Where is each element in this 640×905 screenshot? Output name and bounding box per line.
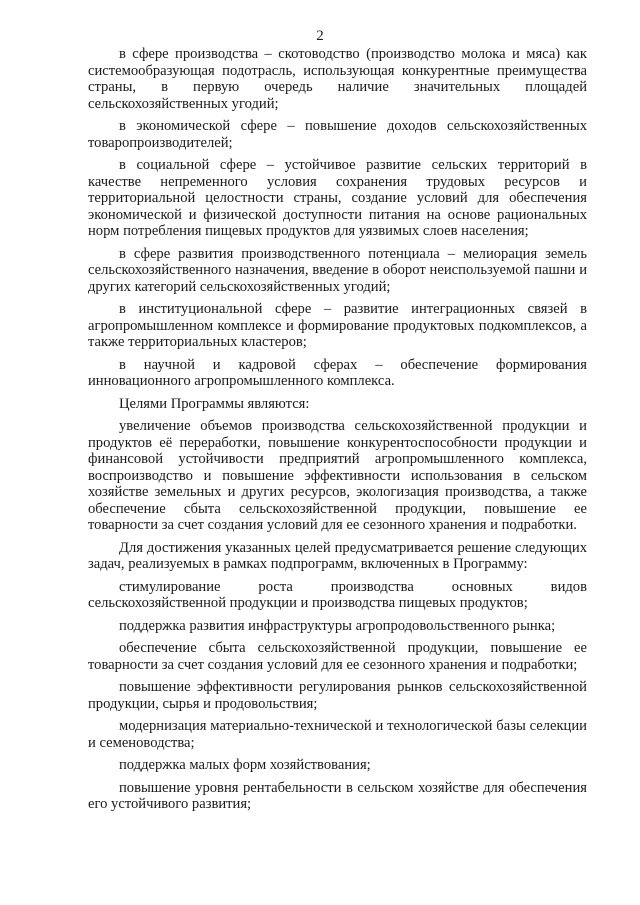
page-number: 2 xyxy=(316,28,324,44)
paragraph-scientific-sphere: в научной и кадровой сферах – обеспечение формирования инновационного агропромышленного комплекса. xyxy=(88,356,587,389)
paragraph-economic-sphere: в экономической сфере – повышение доходов сельскохозяйственных товаропроизводителей; xyxy=(88,118,587,151)
paragraph-goals-text: увеличение объемов производства сельскохозяйственной продукции и продуктов её переработки, повышение конкурентоспособности продукции и финансовой устойчивости предприятий агропромышленного комплекса, воспроизводство и повышение эффективности использования в сельском хозяйстве земельных и других ресурсов, экологизация производства, а также обеспечение сбыта сельскохозяйственной продукции, повышение ее товарности за счет создания условий для ее сезонного хранения и подработки. xyxy=(88,418,587,533)
paragraph-institutional-sphere: в институциональной сфере – развитие интеграционных связей в агропромышленном комплексе и формирование продуктовых подкомплексов, а также территориальных кластеров; xyxy=(88,301,587,350)
document-body xyxy=(88,46,587,813)
list-item-task: модернизация материально-технической и технологической базы селекции и семеноводства; xyxy=(88,718,587,751)
paragraph-goals-heading: Целями Программы являются: xyxy=(119,395,310,412)
list-item-task: повышение эффективности регулирования рынков сельскохозяйственной продукции, сырья и продовольствия; xyxy=(88,679,587,712)
list-item-task: поддержка малых форм хозяйствования; xyxy=(119,757,371,773)
list-item-task: поддержка развития инфраструктуры агропродовольственного рынка; xyxy=(119,617,556,634)
paragraph-social-sphere: в социальной сфере – устойчивое развитие сельских территорий в качестве непременного условия сохранения трудовых ресурсов и территориальной целостности страны, создание условий для обеспечения экономической и физической доступности питания на основе рациональных норм потребления пищевых продуктов для уязвимых слоев населения; xyxy=(88,157,587,239)
list-item-task: обеспечение сбыта сельскохозяйственной продукции, повышение ее товарности за счет создания условий для ее сезонного хранения и подработки; xyxy=(88,640,587,673)
paragraph-production-sphere: в сфере производства – скотоводство (производство молока и мяса) как системообразующая подотрасль, использующая конкурентные преимущества страны, в первую очередь наличие значительных площадей сельскохозяйственных угодий; xyxy=(88,46,587,112)
paragraph-production-potential: в сфере развития производственного потенциала – мелиорация земель сельскохозяйственного назначения, введение в оборот неиспользуемой пашни и других категорий сельскохозяйственных угодий; xyxy=(88,245,587,295)
list-item-task: стимулирование роста производства основных видов сельскохозяйственной продукции и производства пищевых продуктов; xyxy=(88,578,587,611)
paragraph-tasks-intro: Для достижения указанных целей предусматривается решение следующих задач, реализуемых в рамках подпрограмм, включенных в Программу: xyxy=(88,539,587,572)
list-item-task: повышение уровня рентабельности в сельском хозяйстве для обеспечения его устойчивого развития; xyxy=(88,779,587,812)
